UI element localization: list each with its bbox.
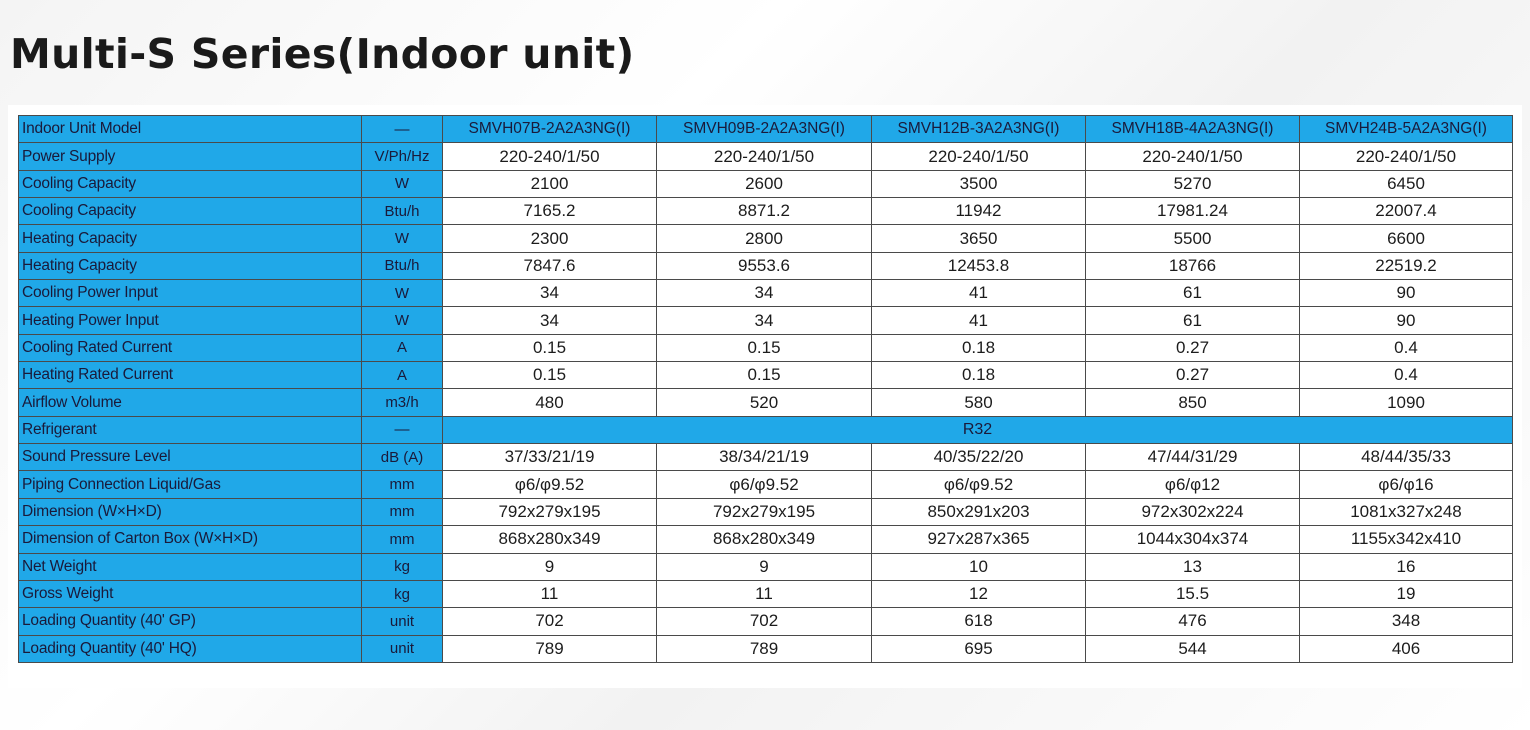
value-cell: 41	[872, 280, 1086, 307]
value-cell: 9553.6	[657, 252, 872, 279]
value-cell: 2300	[443, 225, 657, 252]
model-name: SMVH07B-2A2A3NG(I)	[443, 116, 657, 143]
row-unit: W	[362, 307, 443, 334]
value-cell: 10	[872, 553, 1086, 580]
table-row	[19, 416, 1513, 443]
row-label: Cooling Capacity	[19, 170, 362, 197]
value-cell: 789	[443, 635, 657, 662]
value-cell: 2100	[443, 170, 657, 197]
value-cell: 12453.8	[872, 252, 1086, 279]
value-cell: 0.15	[443, 334, 657, 361]
value-cell: 544	[1086, 635, 1300, 662]
row-label: Heating Rated Current	[19, 362, 362, 389]
value-cell: 792x279x195	[443, 498, 657, 525]
row-label: Cooling Capacity	[19, 198, 362, 225]
value-cell: 1081x327x248	[1300, 498, 1513, 525]
value-cell: 5500	[1086, 225, 1300, 252]
value-cell: 9	[657, 553, 872, 580]
value-cell: 348	[1300, 608, 1513, 635]
table-row	[19, 198, 1513, 225]
row-unit: unit	[362, 635, 443, 662]
value-cell: 9	[443, 553, 657, 580]
row-unit: W	[362, 280, 443, 307]
value-cell: 22007.4	[1300, 198, 1513, 225]
value-cell: 18766	[1086, 252, 1300, 279]
spec-table-body	[19, 116, 1513, 663]
value-cell: 6450	[1300, 170, 1513, 197]
row-label: Net Weight	[19, 553, 362, 580]
row-label: Airflow Volume	[19, 389, 362, 416]
value-cell: 7165.2	[443, 198, 657, 225]
value-cell: 47/44/31/29	[1086, 444, 1300, 471]
table-row	[19, 170, 1513, 197]
value-cell: 1090	[1300, 389, 1513, 416]
value-cell: 868x280x349	[443, 526, 657, 553]
row-unit: kg	[362, 553, 443, 580]
table-row	[19, 252, 1513, 279]
table-row	[19, 143, 1513, 170]
value-cell: φ6/φ9.52	[657, 471, 872, 498]
row-unit: Btu/h	[362, 198, 443, 225]
value-cell: 220-240/1/50	[1086, 143, 1300, 170]
value-cell: 3650	[872, 225, 1086, 252]
value-cell: 34	[443, 307, 657, 334]
row-unit: —	[362, 116, 443, 143]
row-label: Cooling Rated Current	[19, 334, 362, 361]
model-name: SMVH12B-3A2A3NG(I)	[872, 116, 1086, 143]
value-cell: 61	[1086, 307, 1300, 334]
model-name: SMVH09B-2A2A3NG(I)	[657, 116, 872, 143]
row-unit: A	[362, 334, 443, 361]
value-cell: 0.27	[1086, 334, 1300, 361]
value-cell: 789	[657, 635, 872, 662]
value-cell: 8871.2	[657, 198, 872, 225]
table-row	[19, 635, 1513, 662]
value-cell: 220-240/1/50	[1300, 143, 1513, 170]
value-cell: 1155x342x410	[1300, 526, 1513, 553]
value-cell: 927x287x365	[872, 526, 1086, 553]
value-cell: 15.5	[1086, 580, 1300, 607]
row-unit: unit	[362, 608, 443, 635]
row-unit: W	[362, 225, 443, 252]
row-label: Loading Quantity (40' GP)	[19, 608, 362, 635]
value-cell: 2800	[657, 225, 872, 252]
value-cell: 37/33/21/19	[443, 444, 657, 471]
table-row	[19, 471, 1513, 498]
row-label: Heating Capacity	[19, 252, 362, 279]
value-cell: 90	[1300, 307, 1513, 334]
value-cell: 90	[1300, 280, 1513, 307]
value-cell: 520	[657, 389, 872, 416]
table-row	[19, 280, 1513, 307]
value-cell: 0.4	[1300, 362, 1513, 389]
row-label: Dimension (W×H×D)	[19, 498, 362, 525]
value-cell: 0.18	[872, 334, 1086, 361]
value-cell: 0.4	[1300, 334, 1513, 361]
row-label: Loading Quantity (40' HQ)	[19, 635, 362, 662]
value-cell: 220-240/1/50	[872, 143, 1086, 170]
table-row	[19, 362, 1513, 389]
spec-table-container	[8, 105, 1522, 688]
row-label: Piping Connection Liquid/Gas	[19, 471, 362, 498]
value-cell: 40/35/22/20	[872, 444, 1086, 471]
value-cell: 34	[657, 307, 872, 334]
value-cell: 0.15	[657, 362, 872, 389]
table-row	[19, 225, 1513, 252]
table-row	[19, 444, 1513, 471]
value-cell: 0.15	[657, 334, 872, 361]
value-cell: 61	[1086, 280, 1300, 307]
row-label: Cooling Power Input	[19, 280, 362, 307]
table-row	[19, 307, 1513, 334]
table-row	[19, 389, 1513, 416]
table-row	[19, 334, 1513, 361]
value-cell: 220-240/1/50	[443, 143, 657, 170]
value-cell: 850	[1086, 389, 1300, 416]
value-cell: φ6/φ16	[1300, 471, 1513, 498]
row-label: Sound Pressure Level	[19, 444, 362, 471]
table-row	[19, 526, 1513, 553]
row-unit: W	[362, 170, 443, 197]
value-cell: 3500	[872, 170, 1086, 197]
model-name: SMVH24B-5A2A3NG(I)	[1300, 116, 1513, 143]
value-cell: 580	[872, 389, 1086, 416]
model-name: SMVH18B-4A2A3NG(I)	[1086, 116, 1300, 143]
table-row	[19, 553, 1513, 580]
value-cell: 5270	[1086, 170, 1300, 197]
value-cell: 220-240/1/50	[657, 143, 872, 170]
value-cell: 2600	[657, 170, 872, 197]
value-cell: 0.15	[443, 362, 657, 389]
value-cell: 12	[872, 580, 1086, 607]
value-cell: 972x302x224	[1086, 498, 1300, 525]
value-cell: 34	[657, 280, 872, 307]
row-label: Indoor Unit Model	[19, 116, 362, 143]
row-unit: kg	[362, 580, 443, 607]
row-unit: mm	[362, 471, 443, 498]
value-cell: 34	[443, 280, 657, 307]
value-cell: 11	[443, 580, 657, 607]
value-cell: 476	[1086, 608, 1300, 635]
row-unit: mm	[362, 526, 443, 553]
row-unit: V/Ph/Hz	[362, 143, 443, 170]
value-cell: 1044x304x374	[1086, 526, 1300, 553]
merged-value-cell: R32	[443, 416, 1513, 443]
value-cell: 38/34/21/19	[657, 444, 872, 471]
value-cell: 41	[872, 307, 1086, 334]
value-cell: 7847.6	[443, 252, 657, 279]
value-cell: 702	[657, 608, 872, 635]
row-unit: m3/h	[362, 389, 443, 416]
row-unit: mm	[362, 498, 443, 525]
value-cell: φ6/φ12	[1086, 471, 1300, 498]
value-cell: 22519.2	[1300, 252, 1513, 279]
value-cell: 16	[1300, 553, 1513, 580]
value-cell: 17981.24	[1086, 198, 1300, 225]
value-cell: 480	[443, 389, 657, 416]
model-header-row	[19, 116, 1513, 143]
value-cell: 618	[872, 608, 1086, 635]
value-cell: 19	[1300, 580, 1513, 607]
value-cell: φ6/φ9.52	[872, 471, 1086, 498]
spec-table	[18, 115, 1513, 663]
row-unit: A	[362, 362, 443, 389]
row-label: Power Supply	[19, 143, 362, 170]
value-cell: 13	[1086, 553, 1300, 580]
table-row	[19, 498, 1513, 525]
value-cell: 0.18	[872, 362, 1086, 389]
value-cell: 695	[872, 635, 1086, 662]
row-label: Refrigerant	[19, 416, 362, 443]
table-row	[19, 608, 1513, 635]
value-cell: 11942	[872, 198, 1086, 225]
table-row	[19, 580, 1513, 607]
row-unit: Btu/h	[362, 252, 443, 279]
row-label: Dimension of Carton Box (W×H×D)	[19, 526, 362, 553]
value-cell: 868x280x349	[657, 526, 872, 553]
page-title: Multi-S Series(Indoor unit)	[10, 30, 635, 78]
row-unit: —	[362, 416, 443, 443]
value-cell: 11	[657, 580, 872, 607]
value-cell: 48/44/35/33	[1300, 444, 1513, 471]
row-label: Heating Power Input	[19, 307, 362, 334]
value-cell: 6600	[1300, 225, 1513, 252]
row-label: Heating Capacity	[19, 225, 362, 252]
value-cell: 702	[443, 608, 657, 635]
value-cell: φ6/φ9.52	[443, 471, 657, 498]
value-cell: 792x279x195	[657, 498, 872, 525]
value-cell: 0.27	[1086, 362, 1300, 389]
value-cell: 406	[1300, 635, 1513, 662]
row-unit: dB (A)	[362, 444, 443, 471]
row-label: Gross Weight	[19, 580, 362, 607]
value-cell: 850x291x203	[872, 498, 1086, 525]
